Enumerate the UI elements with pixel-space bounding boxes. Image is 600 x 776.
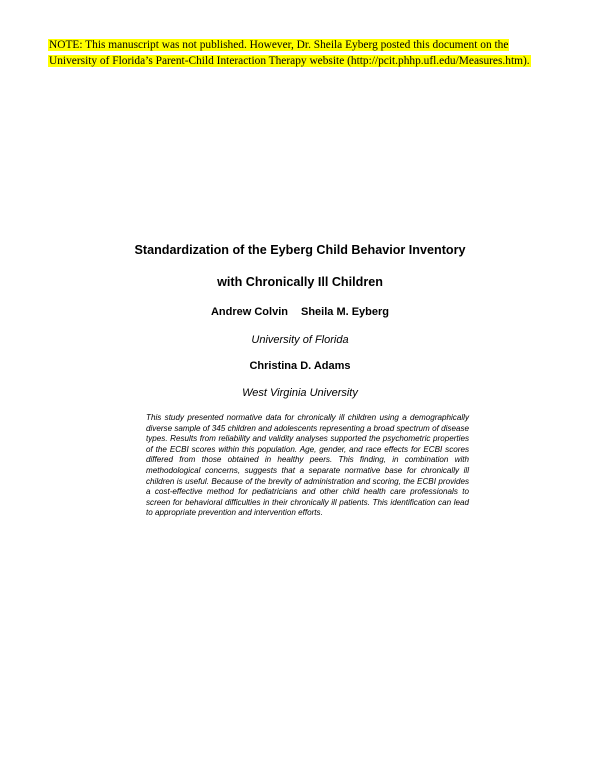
author-list <box>0 306 600 318</box>
publication-note <box>48 38 568 69</box>
affiliation-2: West Virginia University <box>242 387 358 399</box>
paper-title-line-1: Standardization of the Eyberg Child Behavior Inventory <box>134 243 466 257</box>
note-line-1: NOTE: This manuscript was not published. However, Dr. Sheila Eyberg posted this document on the <box>49 39 509 51</box>
paper-title-line-2: with Chronically Ill Children <box>217 275 383 289</box>
author-name: Andrew Colvin <box>210 306 288 318</box>
note-line-2: University of Florida’s Parent-Child Interaction Therapy website (http://pcit.phhp.ufl.edu/Measures.htm). <box>49 54 530 67</box>
author-name-secondary: Christina D. Adams <box>249 360 351 372</box>
affiliation-1: University of Florida <box>251 334 349 346</box>
author-name: Sheila M. Eyberg <box>300 306 390 318</box>
abstract-text: This study presented normative data for chronically ill children using a demographically diverse sample of 345 children and adolescents representing a broad spectrum of disease types. Results from reliability and validity analyses supported the psychometric properties of the ECBI scores within this population. Age, gender, and race effects for ECBI scores differed from those obtained in healthy peers. This finding, in combination with methodological concerns, suggests that a separate normative base for chronically ill children is useful. Because of the brevity of administration and scoring, the ECBI provides a cost-effective method for pediatricians and other child health care professionals to screen for behavioral difficulties in their chronically ill patients. This identification can lead to appropriate prevention and intervention efforts. <box>146 413 469 518</box>
